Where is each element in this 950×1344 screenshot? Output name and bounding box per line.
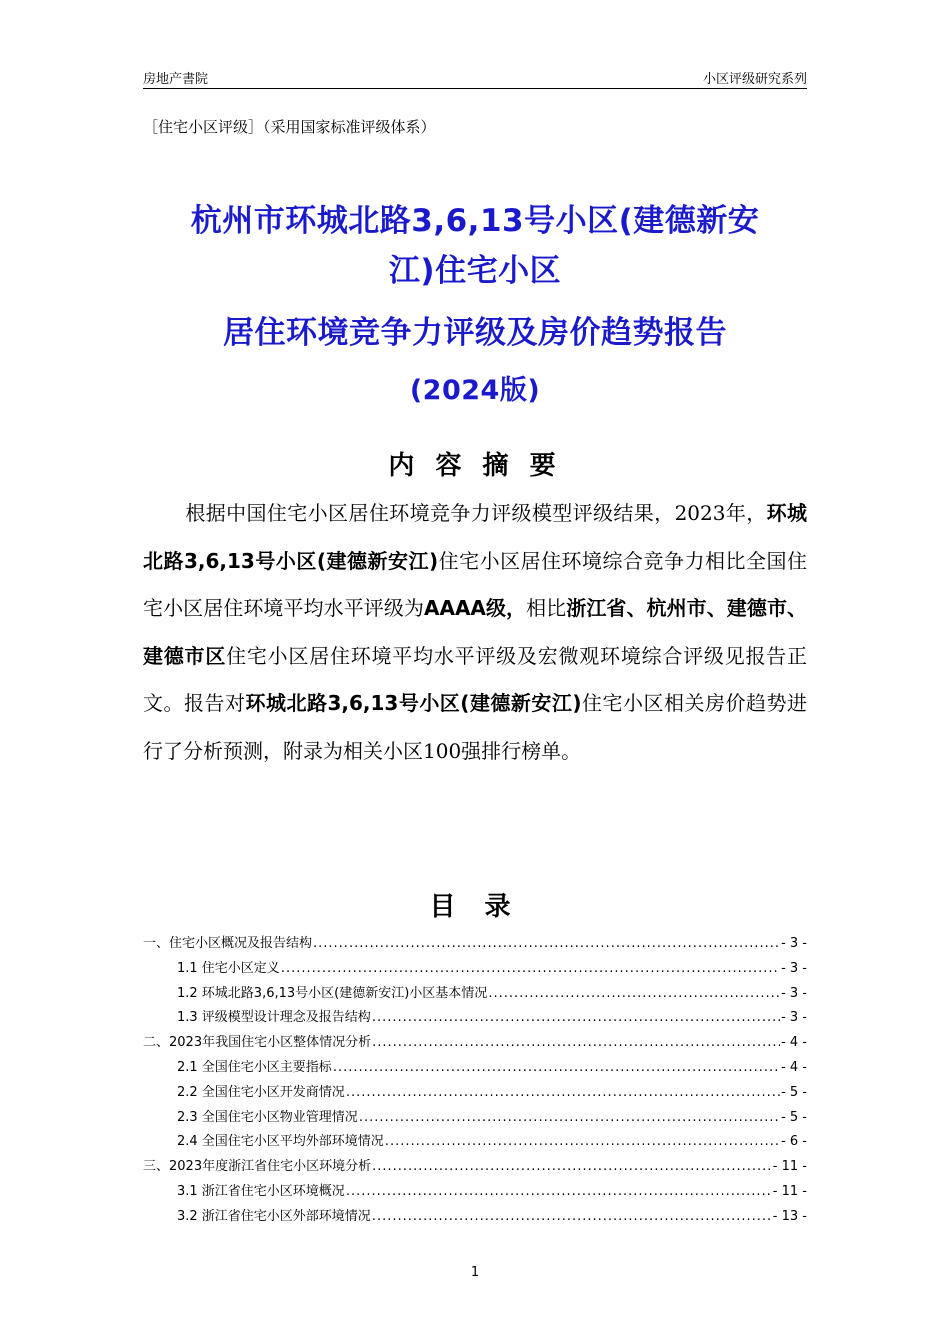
series-name: 小区评级研究系列 xyxy=(702,72,807,87)
toc-entry-page: - 3 - xyxy=(781,936,807,951)
abstract-bold-rating: AAAA级， xyxy=(423,596,527,620)
toc-leader-dots xyxy=(333,1060,780,1075)
toc-entry-page: - 3 - xyxy=(781,960,807,976)
toc-entry[interactable] xyxy=(143,1155,807,1180)
report-title-line-2: 江)住宅小区 xyxy=(388,253,562,289)
abstract-text-3: 相比 xyxy=(526,596,567,620)
toc-entry[interactable] xyxy=(143,1081,807,1106)
report-title-line-3: 居住环境竞争力评级及房价趋势报告 xyxy=(223,315,727,351)
toc-entry-label: 2.1 全国住宅小区主要指标 xyxy=(177,1059,332,1075)
toc-entry[interactable] xyxy=(143,1031,807,1056)
toc-entry-label: 2.4 全国住宅小区平均外部环境情况 xyxy=(177,1134,384,1150)
toc-entry-label: 1.3 评级模型设计理念及报告结构 xyxy=(177,1010,371,1026)
abstract-bold-community-2: 环城北路3,6,13号小区(建德新安江) xyxy=(245,691,582,715)
abstract-text-4: 住宅小区居住环境平均水平评级及宏微观环境综合评级见报告正文。报告对 xyxy=(143,643,808,715)
toc-entry[interactable] xyxy=(143,1106,807,1131)
toc-entry[interactable] xyxy=(143,932,807,957)
toc-entry-label: 1.2 环城北路3,6,13号小区(建德新安江)小区基本情况 xyxy=(177,985,488,1001)
abstract-text-2: 住宅小区居住环境综合竞争力相比全国住宅小区居住环境平均水平评级为 xyxy=(143,548,808,620)
page-number: 1 xyxy=(470,1265,480,1280)
toc-leader-dots xyxy=(372,1159,772,1174)
report-title-line-1: 杭州市环城北路3,6,13号小区(建德新安 xyxy=(190,203,760,239)
toc-entry-label: 1.1 住宅小区定义 xyxy=(177,960,280,976)
toc-entry[interactable] xyxy=(143,957,807,982)
toc-entry-label: 3.1 浙江省住宅小区环境概况 xyxy=(177,1183,345,1199)
toc-entry[interactable] xyxy=(143,982,807,1007)
toc-entry-page: - 4 - xyxy=(781,1059,807,1075)
toc-entry-label: 二、2023年我国住宅小区整体情况分析 xyxy=(143,1035,372,1051)
toc-leader-dots xyxy=(313,936,780,951)
toc-heading: 目 录 xyxy=(429,892,521,922)
toc-entry-label: 2.3 全国住宅小区物业管理情况 xyxy=(177,1109,358,1125)
toc-leader-dots xyxy=(346,1085,780,1100)
table-of-contents xyxy=(143,932,807,1230)
toc-leader-dots xyxy=(372,1010,780,1025)
abstract-bold-regions: 浙江省、杭州市、建德市、建德市区 xyxy=(143,596,808,668)
toc-entry-page: - 5 - xyxy=(781,1109,807,1125)
toc-entry-page: - 6 - xyxy=(781,1134,807,1150)
abstract-text-5: 住宅小区相关房价趋势进行了分析预测，附录为相关小区100强排行榜单。 xyxy=(143,691,808,763)
toc-entry-page: - 3 - xyxy=(781,1010,807,1026)
abstract-paragraph xyxy=(143,490,807,775)
toc-entry[interactable] xyxy=(143,1180,807,1205)
toc-entry-page: - 5 - xyxy=(781,1084,807,1100)
toc-leader-dots xyxy=(346,1184,772,1199)
abstract-text-1: 根据中国住宅小区居住环境竞争力评级模型评级结果，2023年， xyxy=(185,501,767,525)
toc-entry-label: 2.2 全国住宅小区开发商情况 xyxy=(177,1084,345,1100)
toc-entry-page: - 13 - xyxy=(772,1208,807,1224)
toc-leader-dots xyxy=(488,986,780,1001)
abstract-heading: 内 容 摘 要 xyxy=(388,451,562,481)
toc-entry[interactable] xyxy=(143,1130,807,1155)
page-header xyxy=(143,66,807,89)
toc-entry-label: 3.2 浙江省住宅小区外部环境情况 xyxy=(177,1208,371,1224)
toc-leader-dots xyxy=(372,1209,772,1224)
rating-category-tag: ［住宅小区评级］（采用国家标准评级体系） xyxy=(143,118,436,136)
report-edition: (2024版) xyxy=(409,375,541,406)
toc-leader-dots xyxy=(359,1110,780,1125)
toc-entry[interactable] xyxy=(143,1056,807,1081)
abstract-bold-community: 环城北路3,6,13号小区(建德新安江) xyxy=(143,501,807,573)
toc-entry-page: - 4 - xyxy=(781,1035,807,1051)
publisher-name: 房地产書院 xyxy=(143,72,209,87)
toc-entry-page: - 11 - xyxy=(772,1159,807,1175)
toc-entry-label: 三、2023年度浙江省住宅小区环境分析 xyxy=(143,1159,372,1175)
toc-leader-dots xyxy=(372,1035,780,1050)
toc-entry-page: - 11 - xyxy=(772,1183,807,1199)
toc-entry[interactable] xyxy=(143,1205,807,1230)
toc-entry[interactable] xyxy=(143,1006,807,1031)
toc-entry-label: 一、住宅小区概况及报告结构 xyxy=(143,936,313,951)
toc-leader-dots xyxy=(281,961,780,976)
toc-leader-dots xyxy=(385,1134,780,1149)
toc-entry-page: - 3 - xyxy=(781,985,807,1001)
